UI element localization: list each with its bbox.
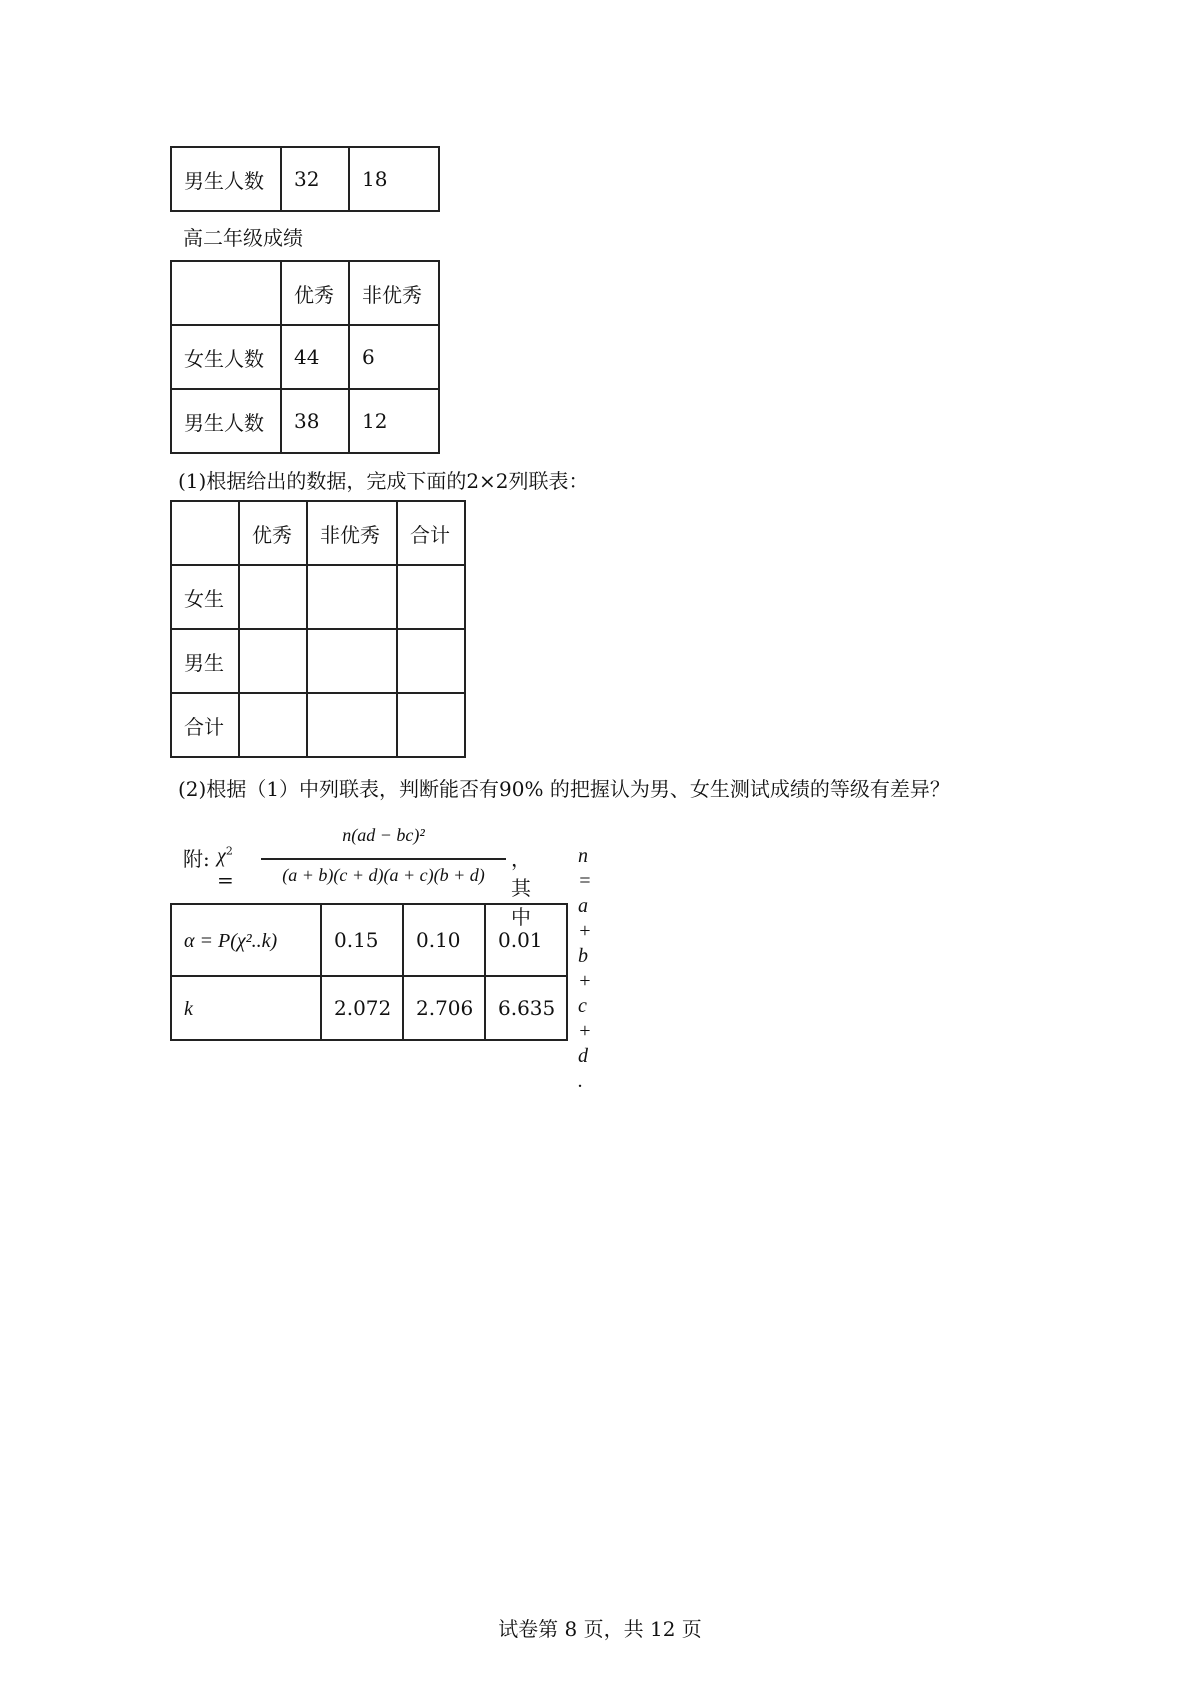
chi-exponent: 2 <box>225 844 233 858</box>
table-row <box>171 147 439 211</box>
table-cell: 2.072 <box>321 976 403 1040</box>
answer-cell[interactable] <box>307 629 397 693</box>
table-cell: 2.706 <box>403 976 485 1040</box>
equals-sign: = <box>217 868 234 892</box>
caption-grade2: 高二年级成绩 <box>183 226 303 250</box>
table-cell: 女生 <box>171 565 239 629</box>
answer-cell[interactable] <box>397 693 465 757</box>
answer-cell[interactable] <box>239 693 307 757</box>
table-cell: 32 <box>281 147 349 211</box>
table-cell <box>171 501 239 565</box>
formula-denominator: (a + b)(c + d)(a + c)(b + d) <box>282 865 485 885</box>
formula-prefix: 附: <box>183 847 210 871</box>
formula-chi <box>217 843 234 892</box>
question-2: (2)根据（1）中列联表，判断能否有90% 的把握认为男、女生测试成绩的等级有差异？ <box>178 777 950 801</box>
answer-cell[interactable] <box>397 629 465 693</box>
table-cell: 合计 <box>171 693 239 757</box>
table-cell: 38 <box>281 389 349 453</box>
table-cell: k <box>171 976 321 1040</box>
table-row <box>171 976 567 1040</box>
table-cell: 非优秀 <box>307 501 397 565</box>
table-cell: 女生人数 <box>171 325 281 389</box>
table-critical-values <box>170 903 568 1041</box>
answer-cell[interactable] <box>239 565 307 629</box>
answer-cell[interactable] <box>397 565 465 629</box>
table-cell: 男生人数 <box>171 389 281 453</box>
table-cell: 非优秀 <box>349 261 439 325</box>
table-row <box>171 565 465 629</box>
chi-symbol: χ <box>217 845 226 867</box>
table-row <box>171 389 439 453</box>
table-row <box>171 904 567 976</box>
formula-suffix-expr: n = a + b + c + d . <box>578 845 592 1092</box>
formula-numerator: n(ad − bc)² <box>342 825 425 845</box>
table-contingency <box>170 500 466 758</box>
table-grade1-remainder <box>170 146 440 212</box>
table-cell: 0.01 <box>485 904 567 976</box>
table-row <box>171 261 439 325</box>
page-footer: 试卷第 8 页，共 12 页 <box>498 1617 702 1641</box>
formula-fraction <box>261 825 506 895</box>
table-cell: 18 <box>349 147 439 211</box>
answer-cell[interactable] <box>239 629 307 693</box>
table-row <box>171 629 465 693</box>
table-cell: 0.15 <box>321 904 403 976</box>
table-row <box>171 325 439 389</box>
table-cell: 6 <box>349 325 439 389</box>
table-grade2 <box>170 260 440 454</box>
table-cell: 0.10 <box>403 904 485 976</box>
table-cell: 6.635 <box>485 976 567 1040</box>
table-cell: 44 <box>281 325 349 389</box>
table-row <box>171 501 465 565</box>
table-cell: 男生 <box>171 629 239 693</box>
fraction-bar <box>261 858 506 860</box>
answer-cell[interactable] <box>307 565 397 629</box>
table-cell: 优秀 <box>239 501 307 565</box>
answer-cell[interactable] <box>307 693 397 757</box>
table-cell: 优秀 <box>281 261 349 325</box>
formula-suffix-label: ，其中 <box>511 847 531 929</box>
table-cell <box>171 261 281 325</box>
table-cell: 合计 <box>397 501 465 565</box>
table-cell: 12 <box>349 389 439 453</box>
question-1: (1)根据给出的数据，完成下面的2×2列联表： <box>178 469 589 493</box>
table-cell: α = P(χ²..k) <box>171 904 321 976</box>
table-row <box>171 693 465 757</box>
table-cell: 男生人数 <box>171 147 281 211</box>
